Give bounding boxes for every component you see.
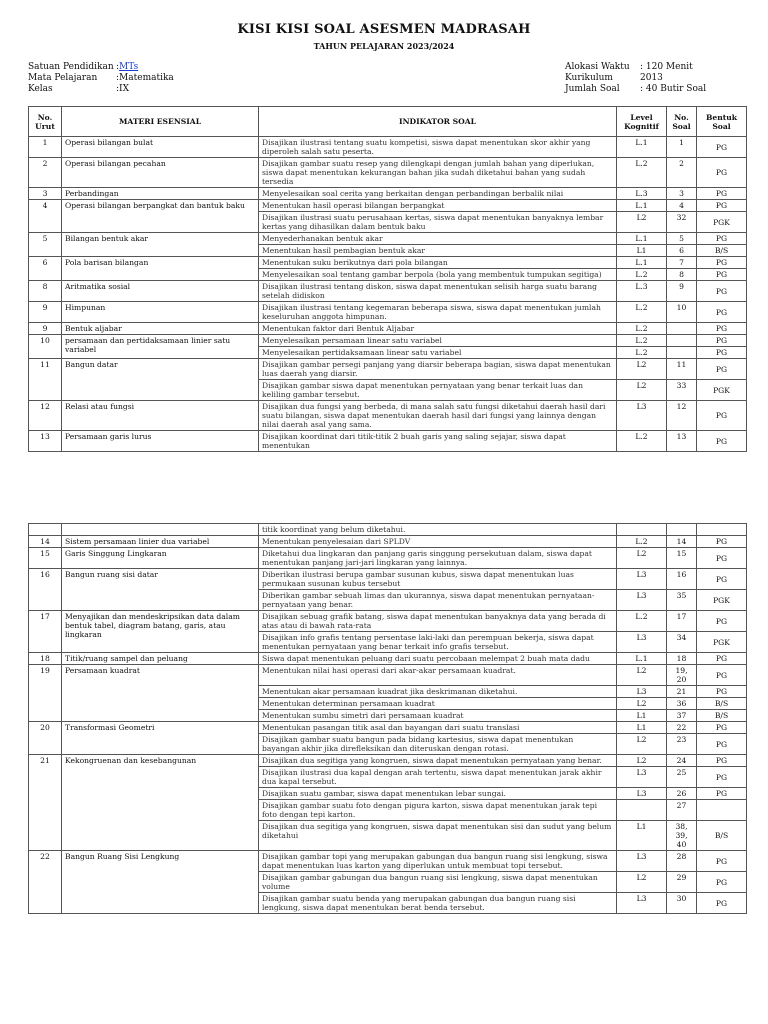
- meta-value: IX: [119, 84, 130, 94]
- materi-cell: Persamaan kuadrat: [62, 665, 259, 722]
- table-row: [29, 137, 747, 158]
- level-cell: L3: [617, 569, 667, 590]
- meta-label: Alokasi Waktu: [565, 62, 630, 72]
- nosoal-cell: 32: [667, 212, 697, 233]
- meta-colon: :: [116, 73, 120, 83]
- bentuk-cell: B/S: [697, 821, 747, 851]
- materi-cell: Operasi bilangan berpangkat dan bantuk baku: [62, 200, 259, 233]
- level-cell: L3: [617, 590, 667, 611]
- col-header-bentuk: Bentuk Soal: [697, 107, 747, 137]
- nosoal-cell: 7: [667, 257, 697, 269]
- indikator-cell: Siswa dapat menentukan peluang dari suatu percobaan melempat 2 buah mata dadu: [259, 653, 617, 665]
- bentuk-cell: PG: [697, 359, 747, 380]
- level-cell: L.1: [617, 257, 667, 269]
- bentuk-cell: PG: [697, 611, 747, 632]
- indikator-cell: Menentukan suku berikutnya dari pola bilangan: [259, 257, 617, 269]
- col-header-no: No. Urut: [29, 107, 62, 137]
- level-cell: L.1: [617, 137, 667, 158]
- indikator-cell: Menentukan pasangan titik asal dan bayangan dari suatu translasi: [259, 722, 617, 734]
- table-row: [29, 257, 747, 269]
- bentuk-cell: PGK: [697, 590, 747, 611]
- nosoal-cell: 9: [667, 281, 697, 302]
- page-gap: [0, 483, 768, 521]
- bentuk-cell: PG: [697, 323, 747, 335]
- row-number: 6: [29, 257, 62, 281]
- nosoal-cell: 28: [667, 851, 697, 872]
- table-row: [29, 335, 747, 347]
- nosoal-cell: 6: [667, 245, 697, 257]
- table-row: [29, 200, 747, 212]
- level-cell: L3: [617, 788, 667, 800]
- bentuk-cell: PG: [697, 269, 747, 281]
- table-row: [29, 401, 747, 431]
- indikator-cell: Menyelesaikan soal cerita yang berkaitan dengan perbandingan berbalik nilai: [259, 188, 617, 200]
- nosoal-cell: 34: [667, 632, 697, 653]
- indikator-cell: Menentukan akar persamaan kuadrat jika deskrimanan diketahui.: [259, 686, 617, 698]
- level-cell: L.1: [617, 233, 667, 245]
- indikator-cell: Menyelesaikan soal tentang gambar berpola (bola yang membentuk tumpukan segitiga): [259, 269, 617, 281]
- level-cell: L3: [617, 401, 667, 431]
- table-row: [29, 233, 747, 245]
- indikator-cell: Disajikan gambar suatu resep yang dilengkapi dengan jumlah bahan yang diperlukan, siswa dapat menentukan kekurangan bahan jika sudah diketahui bahan yang sudah tersedia: [259, 158, 617, 188]
- meta-label: Satuan Pendidikan: [28, 62, 114, 72]
- bentuk-cell: PG: [697, 767, 747, 788]
- kisi-table-page-1: [28, 106, 747, 452]
- level-cell: L2: [617, 548, 667, 569]
- row-number: 2: [29, 158, 62, 188]
- table-row: [29, 188, 747, 200]
- bentuk-cell: PG: [697, 755, 747, 767]
- level-cell: L.3: [617, 188, 667, 200]
- level-cell: L3: [617, 851, 667, 872]
- row-number: 21: [29, 755, 62, 851]
- table-row: [29, 431, 747, 452]
- materi-cell: Menyajikan dan mendeskripsikan data dalam bentuk tabel, diagram batang, garis, atau lingkaran: [62, 611, 259, 653]
- meta-row: [565, 73, 706, 84]
- bentuk-cell: PG: [697, 158, 747, 188]
- indikator-cell: Menentukan hasil pembagian bentuk akar: [259, 245, 617, 257]
- row-number: 22: [29, 851, 62, 914]
- level-cell: L2: [617, 359, 667, 380]
- indikator-cell: Disajikan info grafis tentang persentase laki-laki dan perempuan bekerja, siswa dapat menentukan pernyataan yang benar terkait info grafis tersebut.: [259, 632, 617, 653]
- level-cell: [617, 800, 667, 821]
- indikator-cell: Menentukan penyelesaian dari SPLDV: [259, 536, 617, 548]
- nosoal-cell: 8: [667, 269, 697, 281]
- row-number: 9: [29, 302, 62, 323]
- indikator-cell: Disajikan dua segitiga yang kongruen, siswa dapat menentukan sisi dan sudut yang belum diketahui: [259, 821, 617, 851]
- indikator-cell: titik koordinat yang belum diketahui.: [259, 524, 617, 536]
- bentuk-cell: PG: [697, 200, 747, 212]
- indikator-cell: Disajikan ilustrasi tentang suatu kompetisi, siswa dapat menentukan skor akhir yang diperoleh salah satu peserta.: [259, 137, 617, 158]
- nosoal-cell: 3: [667, 188, 697, 200]
- table-row: [29, 722, 747, 734]
- col-header-level: Level Kognitif: [617, 107, 667, 137]
- row-number: 14: [29, 536, 62, 548]
- level-cell: L.2: [617, 269, 667, 281]
- level-cell: L3: [617, 686, 667, 698]
- nosoal-cell: 15: [667, 548, 697, 569]
- bentuk-cell: PG: [697, 722, 747, 734]
- bentuk-cell: B/S: [697, 710, 747, 722]
- document-subtitle: TAHUN PELAJARAN 2023/2024: [313, 41, 455, 51]
- document-title: KISI KISI SOAL ASESMEN MADRASAH: [237, 22, 531, 37]
- indikator-cell: Menentukan nilai hasi operasi dari akar-akar persamaan kuadrat.: [259, 665, 617, 686]
- bentuk-cell: PG: [697, 665, 747, 686]
- materi-cell: Kekongruenan dan kesebangunan: [62, 755, 259, 851]
- level-cell: L1: [617, 245, 667, 257]
- indikator-cell: Menentukan determinan persamaan kuadrat: [259, 698, 617, 710]
- meta-value-link[interactable]: MTs: [119, 62, 139, 72]
- table-row: [29, 665, 747, 686]
- level-cell: L2: [617, 734, 667, 755]
- indikator-cell: Disajikan gambar siswa dapat menentukan pernyataan yang benar terkait luas dan keliling gambar tersebut.: [259, 380, 617, 401]
- bentuk-cell: PG: [697, 548, 747, 569]
- indikator-cell: Disajikan gambar suatu bangun pada bidang kartesius, siswa dapat menentukan bayangan akhir jika direfleksikan dan diteruskan dengan rotasi.: [259, 734, 617, 755]
- row-number: 13: [29, 431, 62, 452]
- bentuk-cell: PG: [697, 281, 747, 302]
- nosoal-cell: 22: [667, 722, 697, 734]
- table-row: [29, 281, 747, 302]
- meta-value: : 40 Butir Soal: [640, 84, 707, 94]
- meta-row: [28, 62, 174, 73]
- row-number: 8: [29, 281, 62, 302]
- row-number: 11: [29, 359, 62, 401]
- level-cell: L.2: [617, 302, 667, 323]
- meta-label: Mata Pelajaran: [28, 73, 98, 83]
- materi-cell: Bangun Ruang Sisi Lengkung: [62, 851, 259, 914]
- nosoal-cell: 5: [667, 233, 697, 245]
- indikator-cell: Menyelesaikan persamaan linear satu variabel: [259, 335, 617, 347]
- nosoal-cell: 27: [667, 800, 697, 821]
- materi-cell: Bilangan bentuk akar: [62, 233, 259, 257]
- table-row: [29, 851, 747, 872]
- table-row: [29, 158, 747, 188]
- meta-value: : 120 Menit: [640, 62, 693, 72]
- bentuk-cell: [697, 800, 747, 821]
- row-number: 19: [29, 665, 62, 722]
- row-number: 3: [29, 188, 62, 200]
- bentuk-cell: PG: [697, 536, 747, 548]
- bentuk-cell: PG: [697, 401, 747, 431]
- nosoal-cell: 23: [667, 734, 697, 755]
- nosoal-cell: 25: [667, 767, 697, 788]
- nosoal-cell: 38, 39, 40: [667, 821, 697, 851]
- level-cell: L.2: [617, 431, 667, 452]
- bentuk-cell: PG: [697, 653, 747, 665]
- row-number: 9: [29, 323, 62, 335]
- nosoal-cell: 1: [667, 137, 697, 158]
- materi-cell: Relasi atau fungsi: [62, 401, 259, 431]
- table-row: [29, 524, 747, 536]
- indikator-cell: Disajikan ilustrasi tentang diskon, siswa dapat menentukan selisih harga suatu barang setelah didiskon: [259, 281, 617, 302]
- level-cell: L.2: [617, 323, 667, 335]
- indikator-cell: Disajikan ilustrasi dua kapal dengan arah tertentu, siswa dapat menentukan jarak akhir dua kapal tersebut.: [259, 767, 617, 788]
- materi-cell: persamaan dan pertidaksamaan linier satu variabel: [62, 335, 259, 359]
- bentuk-cell: PG: [697, 788, 747, 800]
- table-row: [29, 323, 747, 335]
- bentuk-cell: PG: [697, 137, 747, 158]
- row-number: 1: [29, 137, 62, 158]
- indikator-cell: Disajikan ilustrasi suatu perusahaan kertas, siswa dapat menentukan banyaknya lembar kertas yang dihasilkan dalam bentuk baku: [259, 212, 617, 233]
- indikator-cell: Disajikan sebuag grafik batang, siswa dapat menentukan banyaknya data yang berada di atas atau di bawah rata-rata: [259, 611, 617, 632]
- row-number: 15: [29, 548, 62, 569]
- indikator-cell: Disajikan gambar suatu foto dengan pigura karton, siswa dapat menentukan jarak tepi foto dengan tepi karton.: [259, 800, 617, 821]
- level-cell: L2: [617, 212, 667, 233]
- indikator-cell: Diketahui dua lingkaran dan panjang garis singgung persekutuan dalam, siswa dapat menentukan panjang jari-jari lingkaran yang lainnya.: [259, 548, 617, 569]
- meta-row: [28, 73, 174, 84]
- meta-colon: :: [116, 62, 120, 72]
- indikator-cell: Diberikan ilustrasi berupa gambar susunan kubus, siswa dapat menentukan luas permukaan susunan kubus tersebut: [259, 569, 617, 590]
- nosoal-cell: 35: [667, 590, 697, 611]
- bentuk-cell: PG: [697, 893, 747, 914]
- meta-right: [565, 62, 706, 95]
- bentuk-cell: PG: [697, 302, 747, 323]
- bentuk-cell: PGK: [697, 632, 747, 653]
- table-row: [29, 611, 747, 632]
- nosoal-cell: 29: [667, 872, 697, 893]
- row-number: 10: [29, 335, 62, 359]
- meta-label: Kurikulum: [565, 73, 613, 83]
- indikator-cell: Disajikan suatu gambar, siswa dapat menentukan lebar sungai.: [259, 788, 617, 800]
- meta-label: Kelas: [28, 84, 53, 94]
- bentuk-cell: PG: [697, 335, 747, 347]
- materi-cell: Operasi bilangan bulat: [62, 137, 259, 158]
- nosoal-cell: [667, 347, 697, 359]
- bentuk-cell: PG: [697, 257, 747, 269]
- nosoal-cell: 30: [667, 893, 697, 914]
- materi-cell: Garis Singgung Lingkaran: [62, 548, 259, 569]
- meta-colon: :: [116, 84, 120, 94]
- level-cell: L.2: [617, 347, 667, 359]
- materi-cell: Pola barisan bilangan: [62, 257, 259, 281]
- indikator-cell: Disajikan gambar suatu benda yang merupakan gabungan dua bangun ruang sisi lengkung, siswa dapat menentukan berat benda tersebut.: [259, 893, 617, 914]
- nosoal-cell: [667, 323, 697, 335]
- materi-cell: Persamaan garis lurus: [62, 431, 259, 452]
- bentuk-cell: PG: [697, 569, 747, 590]
- indikator-cell: Menentukan faktor dari Bentuk Aljabar: [259, 323, 617, 335]
- nosoal-cell: 33: [667, 380, 697, 401]
- nosoal-cell: 4: [667, 200, 697, 212]
- materi-cell: Himpunan: [62, 302, 259, 323]
- level-cell: L2: [617, 698, 667, 710]
- level-cell: L2: [617, 380, 667, 401]
- indikator-cell: Disajikan dua fungsi yang berbeda, di mana salah satu fungsi diketahui daerah hasil dari suatu bilangan, siswa dapat menentukan daerah hasil dari fungsi yang lainnya dengan nilai daerah asal yang sama.: [259, 401, 617, 431]
- nosoal-cell: 13: [667, 431, 697, 452]
- meta-row: [28, 84, 174, 95]
- row-number: 5: [29, 233, 62, 257]
- indikator-cell: Diberikan gambar sebuah limas dan ukurannya, siswa dapat menentukan pernyataan-pernyataan yang benar.: [259, 590, 617, 611]
- level-cell: L1: [617, 710, 667, 722]
- nosoal-cell: 2: [667, 158, 697, 188]
- level-cell: L.1: [617, 200, 667, 212]
- materi-cell: Sistem persamaan linier dua variabel: [62, 536, 259, 548]
- row-number: 4: [29, 200, 62, 233]
- col-header-indikator: INDIKATOR SOAL: [259, 107, 617, 137]
- level-cell: L.2: [617, 158, 667, 188]
- level-cell: L.3: [617, 281, 667, 302]
- bentuk-cell: PG: [697, 734, 747, 755]
- bentuk-cell: PG: [697, 188, 747, 200]
- materi-cell: Perbandingan: [62, 188, 259, 200]
- materi-cell: Titik/ruang sampel dan peluang: [62, 653, 259, 665]
- table-row: [29, 569, 747, 590]
- bentuk-cell: PGK: [697, 380, 747, 401]
- nosoal-cell: 16: [667, 569, 697, 590]
- level-cell: L3: [617, 632, 667, 653]
- bentuk-cell: B/S: [697, 245, 747, 257]
- materi-cell: Operasi bilangan pecahan: [62, 158, 259, 188]
- level-cell: L.2: [617, 611, 667, 632]
- indikator-cell: Disajikan dua segitiga yang kongruen, siswa dapat menentukan pernyataan yang benar.: [259, 755, 617, 767]
- nosoal-cell: 36: [667, 698, 697, 710]
- bentuk-cell: B/S: [697, 698, 747, 710]
- level-cell: L3: [617, 893, 667, 914]
- nosoal-cell: 14: [667, 536, 697, 548]
- bentuk-cell: PG: [697, 347, 747, 359]
- nosoal-cell: 10: [667, 302, 697, 323]
- nosoal-cell: 21: [667, 686, 697, 698]
- meta-value: 2013: [640, 73, 663, 83]
- table-row: [29, 536, 747, 548]
- kisi-table-page-2: [28, 523, 747, 914]
- row-number: 18: [29, 653, 62, 665]
- bentuk-cell: PG: [697, 233, 747, 245]
- bentuk-cell: PG: [697, 872, 747, 893]
- bentuk-cell: PG: [697, 431, 747, 452]
- indikator-cell: Menyelesaikan pertidaksamaan linear satu variabel: [259, 347, 617, 359]
- indikator-cell: Disajikan ilustrasi tentang kegemaran beberapa siswa, siswa dapat menentukan jumlah keseluruhan anggota himpunan.: [259, 302, 617, 323]
- level-cell: L2: [617, 665, 667, 686]
- nosoal-cell: 18: [667, 653, 697, 665]
- indikator-cell: Menyederhanakan bentuk akar: [259, 233, 617, 245]
- bentuk-cell: PG: [697, 686, 747, 698]
- indikator-cell: Disajikan koordinat dari titik-titik 2 buah garis yang saling sejajar, siswa dapat menentukan: [259, 431, 617, 452]
- meta-value: Matematika: [119, 73, 174, 83]
- meta-row: [565, 62, 706, 73]
- row-number: 16: [29, 569, 62, 611]
- indikator-cell: Menentukan hasil operasi bilangan berpangkat: [259, 200, 617, 212]
- meta-left: [28, 62, 174, 95]
- level-cell: L1: [617, 722, 667, 734]
- nosoal-cell: 19, 20: [667, 665, 697, 686]
- col-header-materi: MATERI ESENSIAL: [62, 107, 259, 137]
- table-row: [29, 359, 747, 380]
- level-cell: L.2: [617, 335, 667, 347]
- row-number: 20: [29, 722, 62, 755]
- level-cell: L2: [617, 872, 667, 893]
- level-cell: L.1: [617, 653, 667, 665]
- table-row: [29, 302, 747, 323]
- row-number: 12: [29, 401, 62, 431]
- level-cell: L3: [617, 767, 667, 788]
- materi-cell: Aritmatika sosial: [62, 281, 259, 302]
- meta-label: Jumlah Soal: [565, 84, 620, 94]
- meta-row: [565, 84, 706, 95]
- level-cell: L2: [617, 755, 667, 767]
- nosoal-cell: [667, 335, 697, 347]
- indikator-cell: Disajikan gambar gabungan dua bangun ruang sisi lengkung, siswa dapat menentukan volume: [259, 872, 617, 893]
- nosoal-cell: 17: [667, 611, 697, 632]
- nosoal-cell: 37: [667, 710, 697, 722]
- row-number: 17: [29, 611, 62, 653]
- table-row: [29, 548, 747, 569]
- nosoal-cell: 11: [667, 359, 697, 380]
- col-header-nosoal: No. Soal: [667, 107, 697, 137]
- nosoal-cell: 26: [667, 788, 697, 800]
- level-cell: L1: [617, 821, 667, 851]
- indikator-cell: Disajikan gambar topi yang merupakan gabungan dua bangun ruang sisi lengkung, siswa dapat menentukan luas karton yang diperlukan untuk membuat topi tersebut.: [259, 851, 617, 872]
- nosoal-cell: 12: [667, 401, 697, 431]
- bentuk-cell: PGK: [697, 212, 747, 233]
- nosoal-cell: 24: [667, 755, 697, 767]
- level-cell: L.2: [617, 536, 667, 548]
- indikator-cell: Menentukan sumbu simetri dari persamaan kuadrat: [259, 710, 617, 722]
- indikator-cell: Disajikan gambar persegi panjang yang diarsir beberapa bagian, siswa dapat menentukan luas daerah yang diarsir.: [259, 359, 617, 380]
- materi-cell: Bangun datar: [62, 359, 259, 401]
- table-row: [29, 755, 747, 767]
- materi-cell: Bangun ruang sisi datar: [62, 569, 259, 611]
- table-row: [29, 653, 747, 665]
- materi-cell: Bentuk aljabar: [62, 323, 259, 335]
- materi-cell: Transformasi Geometri: [62, 722, 259, 755]
- bentuk-cell: PG: [697, 851, 747, 872]
